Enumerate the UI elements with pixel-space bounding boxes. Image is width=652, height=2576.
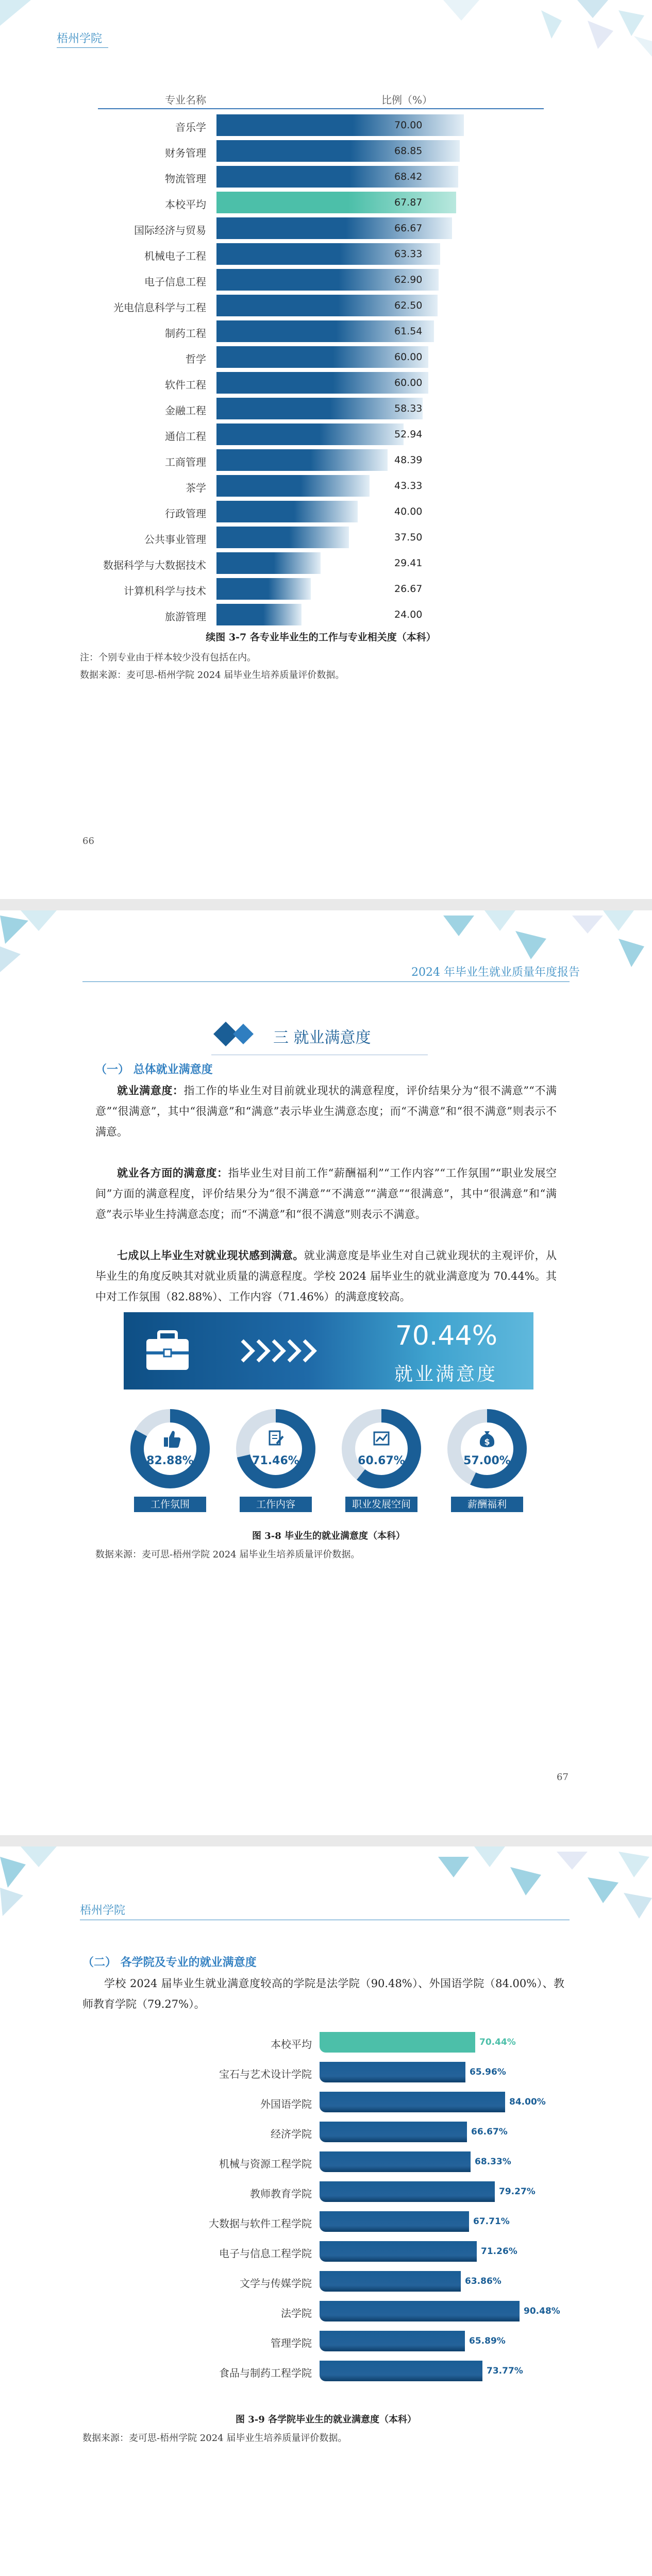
data-label: 63.33 xyxy=(394,248,423,260)
paragraph-aspects-definition xyxy=(95,1163,557,1225)
row-label: 通信工程 xyxy=(165,430,206,443)
row-label: 数据科学与大数据技术 xyxy=(103,559,206,571)
page-header: 2024 年毕业生就业质量年度报告 xyxy=(411,966,580,979)
page-67 xyxy=(0,910,652,1835)
data-source: 数据来源：麦可思-梧州学院 2024 届毕业生培养质量评价数据。 xyxy=(95,1549,360,1560)
data-label: 84.00% xyxy=(509,2097,546,2107)
paragraph-overall-result xyxy=(95,1245,557,1307)
aspect-ring-3 xyxy=(338,1405,425,1513)
row-label: 国际经济与贸易 xyxy=(134,224,206,236)
aspect-ring-2 xyxy=(232,1405,320,1513)
paragraph-lead: 就业满意度： xyxy=(117,1084,184,1097)
growth-chart-icon xyxy=(374,1432,389,1445)
data-bar xyxy=(320,2241,477,2262)
page-header: 梧州学院 xyxy=(57,32,103,45)
data-label: 79.27% xyxy=(499,2187,536,2197)
donut-ring xyxy=(443,1405,531,1493)
ring-label: 薪酬福利 xyxy=(451,1497,523,1512)
data-label: 70.00 xyxy=(394,120,423,131)
data-bar xyxy=(216,114,464,136)
data-bar xyxy=(320,2271,461,2292)
row-label: 茶学 xyxy=(186,482,206,494)
page-68 xyxy=(0,1846,652,2576)
data-label: 29.41 xyxy=(394,557,423,569)
row-label: 制药工程 xyxy=(165,327,206,340)
data-bar xyxy=(320,2211,469,2232)
data-label: 62.50 xyxy=(394,300,423,311)
ring-value: 71.46% xyxy=(252,1454,299,1467)
ring-label: 工作氛围 xyxy=(134,1497,206,1512)
header-rule xyxy=(57,47,108,48)
data-bar xyxy=(216,552,321,574)
row-label: 本校平均 xyxy=(271,2038,312,2050)
data-label: 26.67 xyxy=(394,583,423,595)
row-label: 软件工程 xyxy=(165,379,206,391)
data-bar xyxy=(216,578,311,600)
data-bar xyxy=(216,604,302,625)
data-bar xyxy=(216,527,349,548)
data-label: 60.00 xyxy=(394,377,423,388)
data-label: 61.54 xyxy=(394,326,423,337)
data-label: 68.33% xyxy=(475,2157,511,2167)
data-bar xyxy=(320,2361,482,2381)
paragraph-lead: 七成以上毕业生对就业现状感到满意。 xyxy=(117,1249,304,1262)
satisfaction-banner xyxy=(124,1312,533,1389)
briefcase-icon xyxy=(144,1329,191,1373)
diamond-icon xyxy=(211,1020,258,1048)
note: 注：个别专业由于样本较少没有包括在内。 xyxy=(80,652,256,663)
chapter-title: 三 就业满意度 xyxy=(273,1029,371,1047)
data-bar xyxy=(216,501,358,522)
paragraph-text: 就业满意度是毕业生对自己就业现状的主观评价，从毕业生的角度反映其对就业质量的满意程度。学校 2024 届毕业生的就业满意度为 70.44%。其中对工作氛围（82.88%）、工作内容（71.46%）的满意度较高。 xyxy=(95,1249,557,1303)
row-label: 公共事业管理 xyxy=(144,533,206,546)
row-label: 食品与制药工程学院 xyxy=(219,2367,312,2379)
data-label: 60.00 xyxy=(394,351,423,363)
page-gap xyxy=(0,899,652,910)
data-label: 65.89% xyxy=(469,2336,506,2346)
data-bar xyxy=(320,2122,467,2142)
figure-caption: 续图 3-7 各专业毕业生的工作与专业相关度（本科） xyxy=(206,632,436,643)
figure-caption: 图 3-9 各学院毕业生的就业满意度（本科） xyxy=(235,2414,417,2425)
aspect-ring-1 xyxy=(126,1405,214,1513)
row-label: 工商管理 xyxy=(165,456,206,468)
row-label: 机械电子工程 xyxy=(144,250,206,262)
header-rule xyxy=(82,981,570,982)
thumbs-up-icon xyxy=(164,1431,180,1448)
data-label: 66.67% xyxy=(471,2127,508,2137)
document-icon xyxy=(270,1431,283,1445)
paragraph-text: 指工作的毕业生对目前就业现状的满意程度，评价结果分为“很不满意”“不满意”“很满意”，其中“很满意”和“满意”表示毕业生满意态度；而“不满意”和“很不满意”则表示不满意。 xyxy=(95,1084,557,1138)
ring-value: 82.88% xyxy=(146,1454,194,1467)
ring-value: 57.00% xyxy=(463,1454,511,1467)
data-bar xyxy=(320,2181,495,2202)
column-header-ratio: 比例（%） xyxy=(381,94,433,106)
row-label: 教师教育学院 xyxy=(250,2188,312,2200)
data-bar xyxy=(320,2331,465,2351)
page-gap xyxy=(0,1835,652,1846)
data-label: 63.86% xyxy=(465,2276,501,2286)
data-label: 40.00 xyxy=(394,506,423,517)
data-label: 70.44% xyxy=(479,2037,516,2047)
aspect-ring-4 xyxy=(443,1405,531,1513)
data-label: 68.85 xyxy=(394,145,423,157)
donut-ring xyxy=(126,1405,214,1493)
data-label: 66.67 xyxy=(394,223,423,234)
ring-value: 60.67% xyxy=(358,1454,405,1467)
row-label: 旅游管理 xyxy=(165,611,206,623)
data-source: 数据来源：麦可思-梧州学院 2024 届毕业生培养质量评价数据。 xyxy=(80,670,345,681)
row-label: 外国语学院 xyxy=(260,2098,312,2110)
ring-label: 工作内容 xyxy=(240,1497,312,1512)
row-label: 法学院 xyxy=(281,2307,312,2319)
paragraph-satisfaction-definition xyxy=(95,1080,557,1142)
data-bar xyxy=(320,2062,465,2082)
banner-value: 70.44% xyxy=(395,1320,497,1351)
page-66 xyxy=(0,0,652,899)
data-bar xyxy=(216,398,423,419)
page-number: 67 xyxy=(557,1772,569,1783)
paragraph-lead: 就业各方面的满意度： xyxy=(117,1166,228,1179)
row-label: 机械与资源工程学院 xyxy=(219,2158,312,2170)
data-label: 73.77% xyxy=(487,2366,523,2376)
row-label: 管理学院 xyxy=(271,2337,312,2349)
row-label: 宝石与艺术设计学院 xyxy=(219,2068,312,2080)
decorative-corner-pattern xyxy=(0,0,652,57)
money-bag-icon xyxy=(480,1431,494,1447)
row-label: 物流管理 xyxy=(165,173,206,185)
data-source: 数据来源：麦可思-梧州学院 2024 届毕业生培养质量评价数据。 xyxy=(82,2433,347,2444)
row-label: 电子与信息工程学院 xyxy=(219,2247,312,2260)
data-label: 90.48% xyxy=(524,2306,560,2316)
row-label: 电子信息工程 xyxy=(144,276,206,288)
page-header: 梧州学院 xyxy=(80,1904,126,1917)
page-number: 66 xyxy=(82,836,94,846)
data-label: 43.33 xyxy=(394,480,423,492)
data-label: 67.71% xyxy=(473,2216,510,2227)
row-label: 本校平均 xyxy=(165,198,206,211)
data-label: 48.39 xyxy=(394,454,423,466)
row-label: 财务管理 xyxy=(165,147,206,159)
row-label: 文学与传媒学院 xyxy=(240,2277,312,2290)
svg-text:$: $ xyxy=(484,1437,490,1447)
data-label: 71.26% xyxy=(481,2246,517,2257)
data-label: 52.94 xyxy=(394,429,423,440)
banner-label: 就业满意度 xyxy=(394,1364,497,1385)
data-bar xyxy=(216,449,388,471)
row-label: 大数据与软件工程学院 xyxy=(209,2217,312,2230)
row-label: 光电信息科学与工程 xyxy=(113,301,206,314)
row-label: 计算机科学与技术 xyxy=(124,585,206,597)
data-label: 68.42 xyxy=(394,171,423,182)
data-label: 65.96% xyxy=(470,2067,506,2077)
column-header-major: 专业名称 xyxy=(165,94,206,106)
row-label: 哲学 xyxy=(186,353,206,365)
paragraph-text: 指毕业生对目前工作“薪酬福利”“工作内容”“工作氛围”“职业发展空间”方面的满意程度，评价结果分为“很不满意”“不满意”“满意”“很满意”，其中“很满意”和“满意”表示毕业生持满意态度；而“不满意”和“很不满意”则表示不满意。 xyxy=(95,1167,557,1221)
data-label: 67.87 xyxy=(394,197,423,208)
row-label: 行政管理 xyxy=(165,507,206,520)
donut-ring xyxy=(232,1405,320,1493)
data-bar xyxy=(216,423,404,445)
data-bar xyxy=(320,2032,475,2053)
data-bar xyxy=(216,475,370,497)
chevrons-arrow-icon xyxy=(240,1338,317,1364)
data-label: 62.90 xyxy=(394,274,423,285)
donut-ring xyxy=(338,1405,425,1493)
section-title: （二） 各学院及专业的就业满意度 xyxy=(82,1956,257,1969)
data-bar xyxy=(320,2301,520,2321)
paragraph-college-summary: 学校 2024 届毕业生就业满意度较高的学院是法学院（90.48%）、外国语学院（84.00%）、教师教育学院（79.27%）。 xyxy=(82,1977,564,2010)
row-label: 音乐学 xyxy=(175,121,206,133)
data-label: 37.50 xyxy=(394,532,423,543)
data-bar xyxy=(320,2151,471,2172)
figure-caption: 图 3-8 毕业生的就业满意度（本科） xyxy=(252,1531,406,1541)
ring-label: 职业发展空间 xyxy=(345,1497,417,1512)
row-label: 金融工程 xyxy=(165,404,206,417)
row-label: 经济学院 xyxy=(271,2128,312,2140)
section-title: （一） 总体就业满意度 xyxy=(95,1063,213,1076)
data-label: 58.33 xyxy=(394,403,423,414)
data-bar xyxy=(320,2092,505,2112)
table-top-rule xyxy=(98,108,544,109)
data-bar xyxy=(216,140,460,162)
data-label: 24.00 xyxy=(394,609,423,620)
